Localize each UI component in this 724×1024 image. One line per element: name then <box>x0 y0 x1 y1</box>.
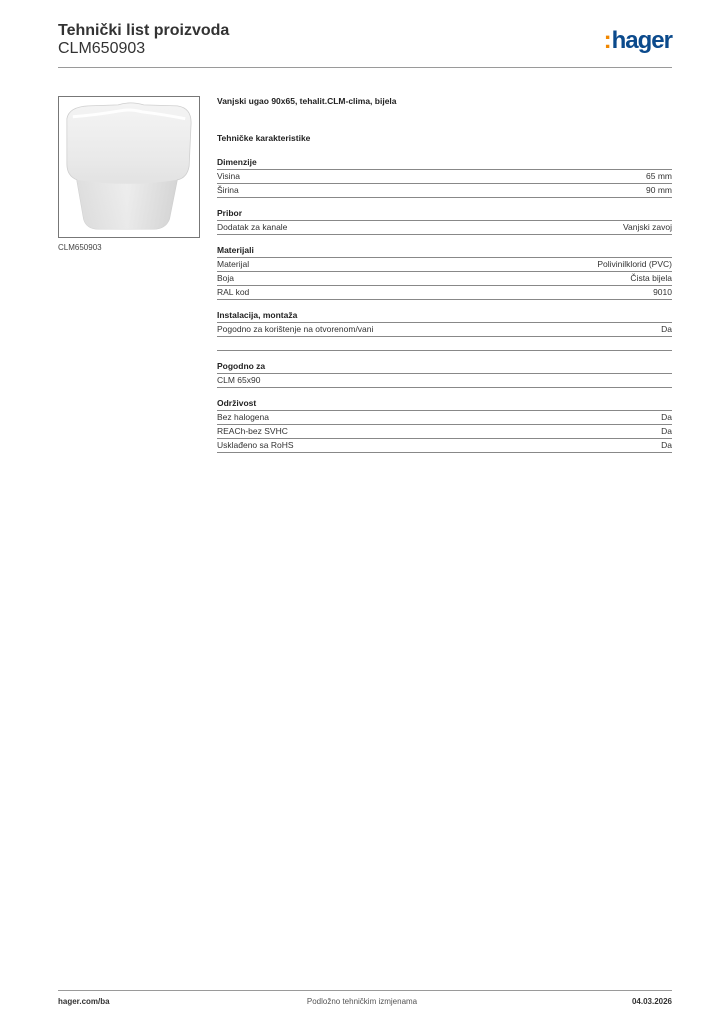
spec-value: Da <box>661 440 672 450</box>
spec-row <box>217 258 672 272</box>
spec-value: 9010 <box>653 287 672 297</box>
spec-label: Usklađeno sa RoHS <box>217 440 294 450</box>
footer-date: 04.03.2026 <box>631 997 672 1006</box>
empty-row <box>217 337 672 351</box>
spec-label: Visina <box>217 171 240 181</box>
spec-value: Da <box>661 426 672 436</box>
group-dimensions <box>217 157 672 198</box>
product-description: Vanjski ugao 90x65, tehalit.CLM-clima, bijela <box>217 96 397 106</box>
product-image-caption: CLM650903 <box>58 243 102 252</box>
product-details <box>217 96 672 463</box>
footer-website-link[interactable]: hager.com/ba <box>58 997 110 1006</box>
spec-label: RAL kod <box>217 287 250 297</box>
spec-row <box>217 411 672 425</box>
spec-value: Čista bijela <box>630 273 672 283</box>
spec-value: Polivinilklorid (PVC) <box>597 259 672 269</box>
spec-value: Da <box>661 324 672 334</box>
spec-label: Širina <box>217 185 239 195</box>
spec-value: Da <box>661 412 672 422</box>
header-divider <box>58 67 672 68</box>
hager-logo <box>604 28 672 54</box>
group-accessories <box>217 208 672 235</box>
group-sustainability <box>217 398 672 453</box>
spec-label: CLM 65x90 <box>217 375 261 385</box>
group-installation <box>217 310 672 351</box>
group-title: Dimenzije <box>217 157 672 170</box>
spec-label: Materijal <box>217 259 250 269</box>
spec-row <box>217 323 672 337</box>
product-image <box>58 96 200 238</box>
spec-row <box>217 170 672 184</box>
group-title: Pogodno za <box>217 361 672 374</box>
group-suitable-for <box>217 361 672 388</box>
document-title: Tehnički list proizvoda <box>58 22 230 39</box>
group-title: Materijali <box>217 245 672 258</box>
group-materials <box>217 245 672 300</box>
logo-text: hager <box>611 27 672 54</box>
spec-row <box>217 374 672 388</box>
footer-divider <box>58 990 672 991</box>
spec-row <box>217 425 672 439</box>
spec-row <box>217 184 672 198</box>
technical-characteristics-heading: Tehničke karakteristike <box>217 133 311 143</box>
group-title: Održivost <box>217 398 672 411</box>
spec-value: Vanjski zavoj <box>623 222 672 232</box>
spec-row <box>217 221 672 235</box>
footer-disclaimer: Podložno tehničkim izmjenama <box>306 997 418 1006</box>
spec-row <box>217 272 672 286</box>
spec-value: 90 mm <box>646 185 672 195</box>
logo-colon: : <box>603 27 611 54</box>
spec-label: REACh-bez SVHC <box>217 426 288 436</box>
product-corner-piece-image <box>59 97 199 237</box>
spec-label: Bez halogena <box>217 412 269 422</box>
spec-row <box>217 286 672 300</box>
product-code-subtitle: CLM650903 <box>58 40 146 57</box>
spec-value: 65 mm <box>646 171 672 181</box>
spec-label: Dodatak za kanale <box>217 222 288 232</box>
spec-label: Pogodno za korištenje na otvorenom/vani <box>217 324 374 334</box>
spec-row <box>217 439 672 453</box>
group-title: Pribor <box>217 208 672 221</box>
spec-label: Boja <box>217 273 235 283</box>
group-title: Instalacija, montaža <box>217 310 672 323</box>
